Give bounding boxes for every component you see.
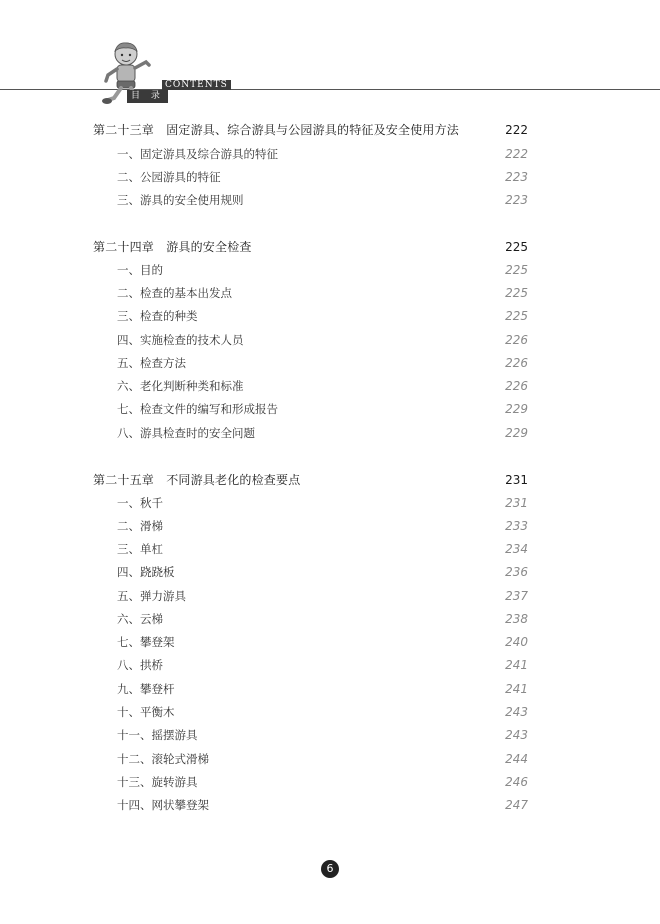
section-title: 五、检查方法: [117, 356, 186, 370]
section-page: 225: [505, 309, 528, 323]
section-row[interactable]: [0, 749, 660, 769]
section-title: 九、攀登杆: [117, 682, 175, 696]
chapter-title: 第二十三章 固定游具、综合游具与公园游具的特征及安全使用方法: [93, 123, 460, 137]
chapter-row[interactable]: [0, 470, 660, 490]
section-row[interactable]: [0, 330, 660, 350]
section-title: 二、滑梯: [117, 519, 163, 533]
section-row[interactable]: [0, 423, 660, 443]
section-page: 240: [505, 635, 528, 649]
section-row[interactable]: [0, 190, 660, 210]
section-page: 234: [505, 542, 528, 556]
section-page: 222: [505, 147, 528, 161]
contents-label: CONTENTS: [162, 80, 231, 90]
section-title: 七、攀登架: [117, 635, 175, 649]
section-row[interactable]: [0, 586, 660, 606]
page-number: 6: [321, 860, 339, 878]
section-page: 229: [505, 426, 528, 440]
section-title: 四、实施检查的技术人员: [117, 333, 244, 347]
section-row[interactable]: [0, 609, 660, 629]
section-page: 241: [505, 682, 528, 696]
section-title: 十三、旋转游具: [117, 775, 198, 789]
section-page: 243: [505, 728, 528, 742]
section-page: 233: [505, 519, 528, 533]
chapter-row[interactable]: [0, 120, 660, 140]
section-row[interactable]: [0, 516, 660, 536]
section-page: 223: [505, 170, 528, 184]
section-title: 三、单杠: [117, 542, 163, 556]
section-row[interactable]: [0, 795, 660, 815]
section-title: 八、游具检查时的安全问题: [117, 426, 255, 440]
section-row[interactable]: [0, 376, 660, 396]
section-title: 十四、网状攀登架: [117, 798, 209, 812]
section-row[interactable]: [0, 539, 660, 559]
section-title: 二、检查的基本出发点: [117, 286, 232, 300]
section-row[interactable]: [0, 306, 660, 326]
section-row[interactable]: [0, 632, 660, 652]
section-row[interactable]: [0, 493, 660, 513]
section-row[interactable]: [0, 562, 660, 582]
section-row[interactable]: [0, 679, 660, 699]
section-page: 225: [505, 263, 528, 277]
section-row[interactable]: [0, 702, 660, 722]
mulu-label: 目 录: [127, 90, 168, 103]
section-title: 十一、摇摆游具: [117, 728, 198, 742]
section-row[interactable]: [0, 725, 660, 745]
section-row[interactable]: [0, 167, 660, 187]
section-row[interactable]: [0, 399, 660, 419]
section-title: 二、公园游具的特征: [117, 170, 221, 184]
section-page: 225: [505, 286, 528, 300]
chapter-page: 225: [505, 240, 528, 254]
section-title: 三、游具的安全使用规则: [117, 193, 244, 207]
section-title: 十二、滚轮式滑梯: [117, 752, 209, 766]
section-page: 246: [505, 775, 528, 789]
section-row[interactable]: [0, 144, 660, 164]
chapter-row[interactable]: [0, 237, 660, 257]
section-page: 247: [505, 798, 528, 812]
section-page: 229: [505, 402, 528, 416]
section-title: 三、检查的种类: [117, 309, 198, 323]
section-page: 226: [505, 333, 528, 347]
section-title: 一、秋千: [117, 496, 163, 510]
section-title: 六、老化判断种类和标准: [117, 379, 244, 393]
section-title: 一、固定游具及综合游具的特征: [117, 147, 278, 161]
section-row[interactable]: [0, 353, 660, 373]
chapter-title: 第二十四章 游具的安全检查: [93, 240, 252, 254]
section-page: 223: [505, 193, 528, 207]
section-row[interactable]: [0, 655, 660, 675]
section-page: 244: [505, 752, 528, 766]
section-title: 六、云梯: [117, 612, 163, 626]
section-row[interactable]: [0, 283, 660, 303]
chapter-page: 231: [505, 473, 528, 487]
section-title: 四、跷跷板: [117, 565, 175, 579]
section-row[interactable]: [0, 260, 660, 280]
section-title: 一、目的: [117, 263, 163, 277]
section-title: 十、平衡木: [117, 705, 175, 719]
section-page: 243: [505, 705, 528, 719]
chapter-title: 第二十五章 不同游具老化的检查要点: [93, 473, 301, 487]
section-page: 241: [505, 658, 528, 672]
section-page: 226: [505, 379, 528, 393]
section-title: 五、弹力游具: [117, 589, 186, 603]
section-page: 226: [505, 356, 528, 370]
section-page: 237: [505, 589, 528, 603]
section-title: 八、拱桥: [117, 658, 163, 672]
section-page: 231: [505, 496, 528, 510]
section-page: 236: [505, 565, 528, 579]
section-row[interactable]: [0, 772, 660, 792]
section-title: 七、检查文件的编写和形成报告: [117, 402, 278, 416]
section-page: 238: [505, 612, 528, 626]
chapter-page: 222: [505, 123, 528, 137]
